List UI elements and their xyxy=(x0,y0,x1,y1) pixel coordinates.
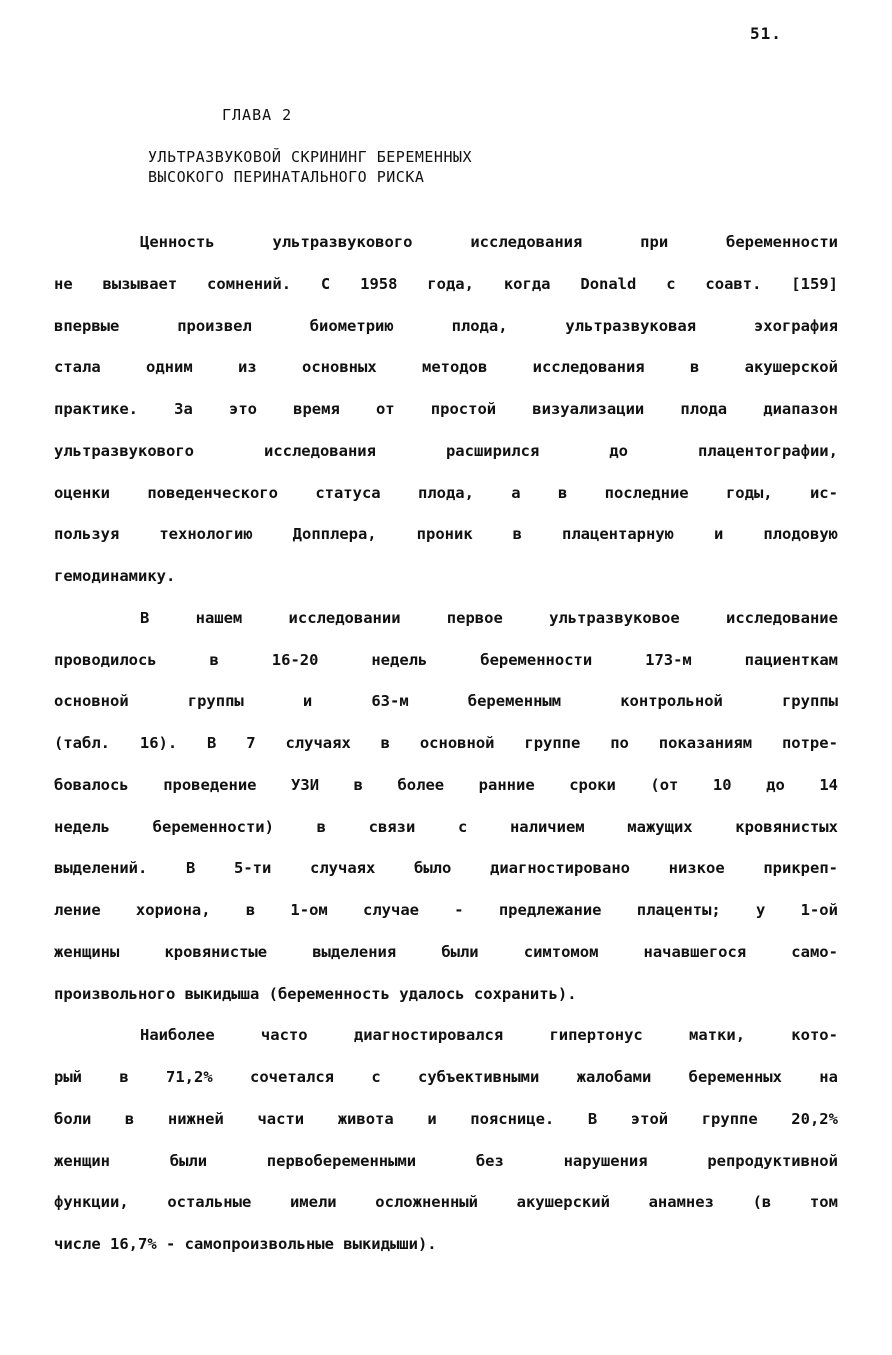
page-number: 51. xyxy=(750,24,782,43)
text-line: гемодинамику. xyxy=(54,567,176,585)
text-line: (табл. 16). В 7 случаях в основной группе по показаниям потре- xyxy=(54,734,838,752)
text-line: В нашем исследовании первое ультразвуковое исследование xyxy=(140,608,838,627)
paragraph xyxy=(54,222,838,598)
paragraph xyxy=(54,1015,838,1266)
chapter-label: ГЛАВА 2 xyxy=(222,106,293,124)
chapter-title-line-1: УЛЬТРАЗВУКОВОЙ СКРИНИНГ БЕРЕМЕННЫХ xyxy=(148,148,473,166)
text-line: проводилось в 16-20 недель беременности 173-м пациенткам xyxy=(54,650,838,669)
text-line: бовалось проведение УЗИ в более ранние сроки (от 10 до 14 xyxy=(54,775,838,794)
text-line: функции, остальные имели осложненный акушерский анамнез (в том xyxy=(54,1193,838,1212)
text-line: ление хориона, в 1-ом случае - предлежание плаценты; у 1-ой xyxy=(54,901,838,919)
text-line: не вызывает сомнений. С 1958 года, когда Donald с соавт. [159] xyxy=(54,274,838,293)
chapter-title-line-2: ВЫСОКОГО ПЕРИНАТАЛЬНОГО РИСКА xyxy=(148,168,425,186)
text-line: боли в нижней части живота и пояснице. В этой группе 20,2% xyxy=(54,1109,838,1128)
text-line: Ценность ультразвукового исследования при беременности xyxy=(140,233,838,251)
text-line: ультразвукового исследования расширился до плацентографии, xyxy=(54,441,838,460)
paragraph xyxy=(54,598,838,1016)
text-line: Наиболее часто диагностировался гипертонус матки, кото- xyxy=(140,1026,838,1045)
text-line: недель беременности) в связи с наличием мажущих кровянистых xyxy=(54,817,838,836)
text-line: оценки поведенческого статуса плода, а в последние годы, ис- xyxy=(54,483,838,502)
text-line: выделений. В 5-ти случаях было диагностировано низкое прикреп- xyxy=(54,859,838,878)
text-line: женщин были первобеременными без нарушения репродуктивной xyxy=(54,1151,838,1170)
body-text xyxy=(54,222,838,1266)
text-line: практике. За это время от простой визуализации плода диапазон xyxy=(54,400,838,418)
text-line: произвольного выкидыша (беременность удалось сохранить). xyxy=(54,984,577,1003)
text-line: числе 16,7% - самопроизвольные выкидыши). xyxy=(54,1235,437,1253)
text-line: основной группы и 63-м беременным контрольной группы xyxy=(54,692,838,711)
text-line: стала одним из основных методов исследования в акушерской xyxy=(54,358,838,377)
text-line: рый в 71,2% сочетался с субъективными жалобами беременных на xyxy=(54,1068,838,1086)
text-line: пользуя технологию Допплера, проник в плацентарную и плодовую xyxy=(54,525,838,544)
text-line: женщины кровянистые выделения были симтомом начавшегося само- xyxy=(54,942,838,961)
text-line: впервые произвел биометрию плода, ультразвуковая эхография xyxy=(54,316,838,335)
